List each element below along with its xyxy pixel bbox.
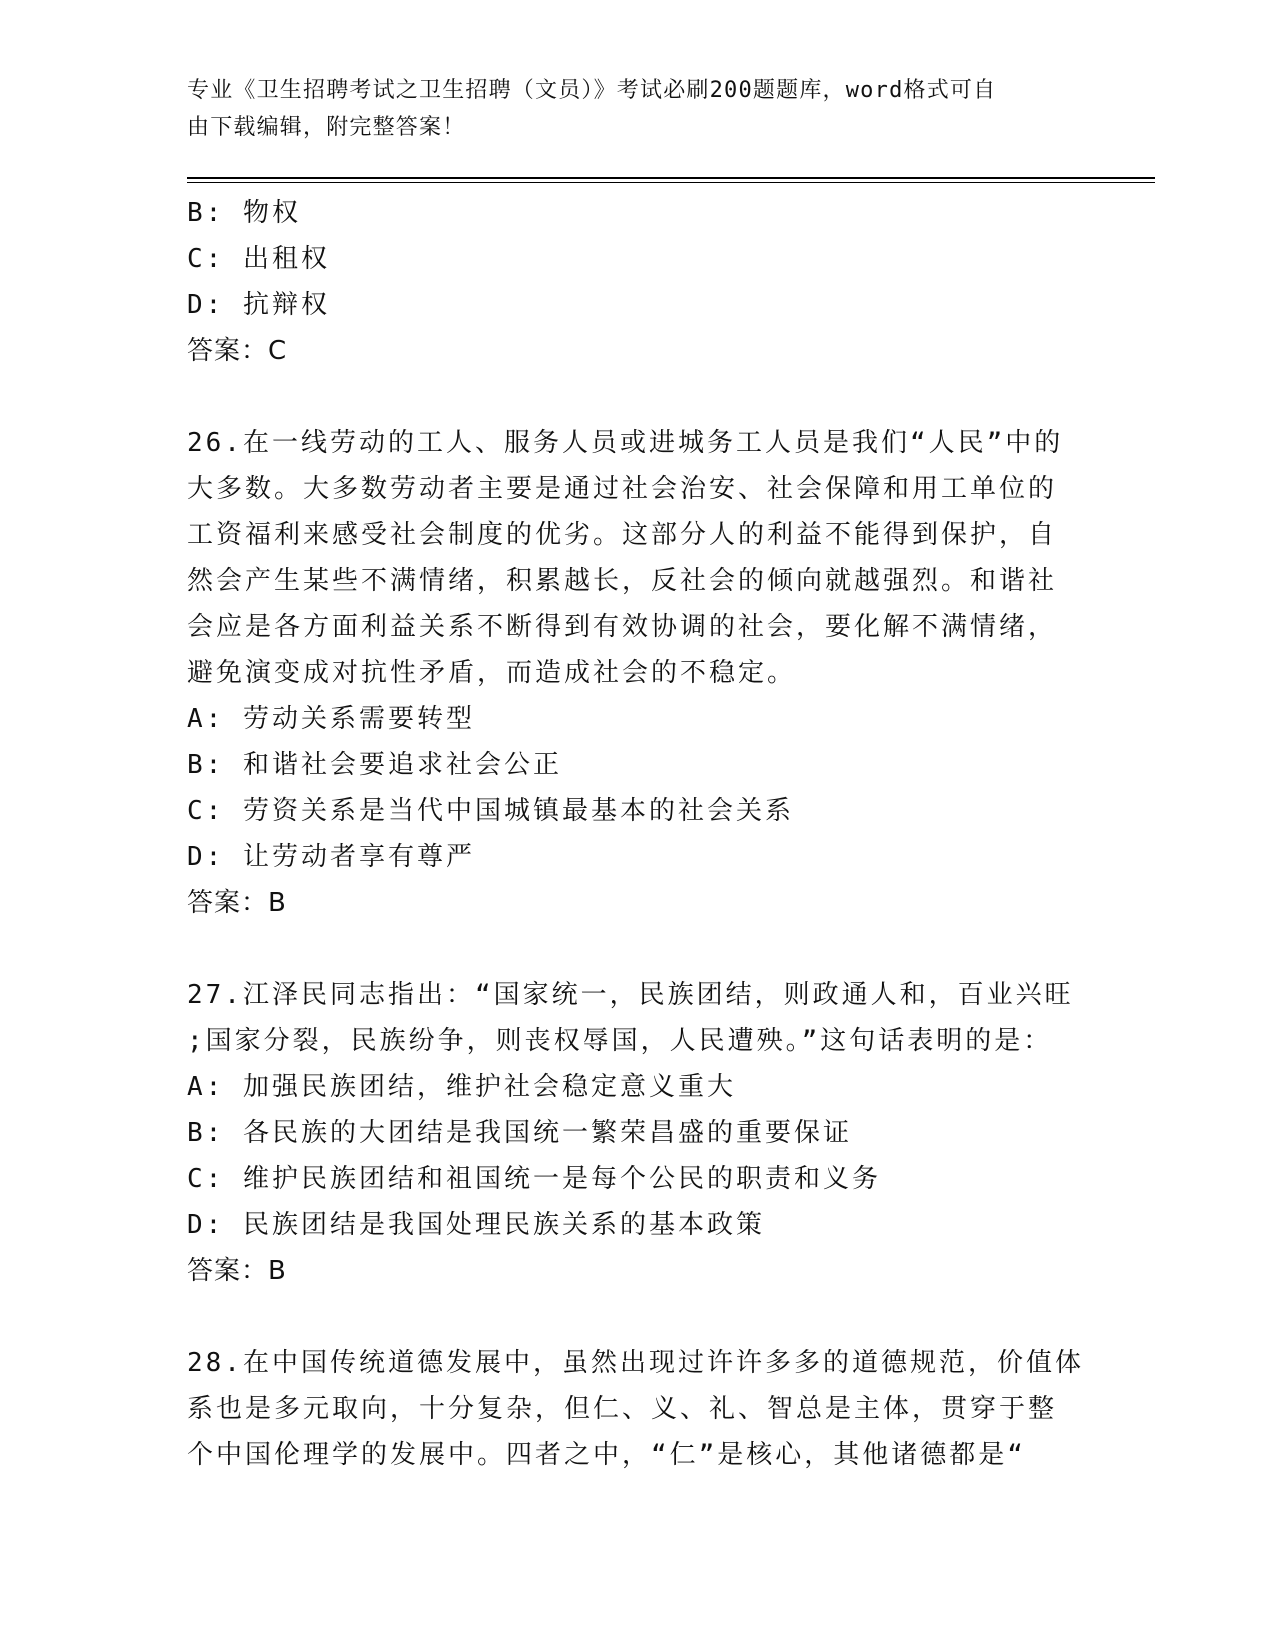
document-header [187, 72, 1077, 146]
question-text-line: 个中国伦理学的发展中。四者之中，“仁”是核心，其他诸德都是“ [187, 1440, 1026, 1470]
prev-question [187, 190, 1087, 374]
option-b: B: 各民族的大团结是我国统一繁荣昌盛的重要保证 [187, 1118, 852, 1148]
option-b: B: 物权 [187, 198, 301, 228]
option-a: A: 劳动关系需要转型 [187, 704, 475, 734]
question-text-line: 26.在一线劳动的工人、服务人员或进城务工人员是我们“人民”中的 [187, 428, 1064, 458]
option-b: B: 和谐社会要追求社会公正 [187, 750, 562, 780]
answer-label: 答案：B [187, 888, 287, 918]
question-text-line: 系也是多元取向，十分复杂，但仁、义、礼、智总是主体，贯穿于整 [187, 1394, 1058, 1424]
question-text-line: 然会产生某些不满情绪，积累越长，反社会的倾向就越强烈。和谐社 [187, 566, 1058, 596]
question-26 [187, 420, 1087, 926]
question-text-line: ;国家分裂，民族纷争，则丧权辱国，人民遭殃。”这句话表明的是： [187, 1026, 1053, 1056]
header-divider-thin [187, 182, 1155, 183]
header-line-1: 专业《卫生招聘考试之卫生招聘（文员）》考试必刷200题题库，word格式可自 [187, 78, 997, 103]
option-c: C: 劳资关系是当代中国城镇最基本的社会关系 [187, 796, 794, 826]
question-27 [187, 972, 1087, 1294]
question-28 [187, 1340, 1087, 1478]
option-c: C: 维护民族团结和祖国统一是每个公民的职责和义务 [187, 1164, 881, 1194]
question-text-line: 工资福利来感受社会制度的优劣。这部分人的利益不能得到保护，自 [187, 520, 1058, 550]
question-text-line: 会应是各方面利益关系不断得到有效协调的社会，要化解不满情绪， [187, 612, 1058, 642]
document-body [187, 190, 1087, 1478]
answer-label: 答案：B [187, 1256, 287, 1286]
header-divider-thick [187, 177, 1155, 179]
question-text-line: 28.在中国传统道德发展中，虽然出现过许许多多的道德规范，价值体 [187, 1348, 1084, 1378]
option-d: D: 让劳动者享有尊严 [187, 842, 475, 872]
question-text-line: 大多数。大多数劳动者主要是通过社会治安、社会保障和用工单位的 [187, 474, 1058, 504]
question-text-line: 27.江泽民同志指出：“国家统一，民族团结，则政通人和，百业兴旺 [187, 980, 1074, 1010]
option-d: D: 民族团结是我国处理民族关系的基本政策 [187, 1210, 765, 1240]
option-c: C: 出租权 [187, 244, 330, 274]
option-d: D: 抗辩权 [187, 290, 330, 320]
option-a: A: 加强民族团结，维护社会稳定意义重大 [187, 1072, 736, 1102]
header-line-2: 由下载编辑，附完整答案！ [187, 115, 466, 140]
answer-label: 答案：C [187, 336, 288, 366]
question-text-line: 避免演变成对抗性矛盾，而造成社会的不稳定。 [187, 658, 797, 688]
